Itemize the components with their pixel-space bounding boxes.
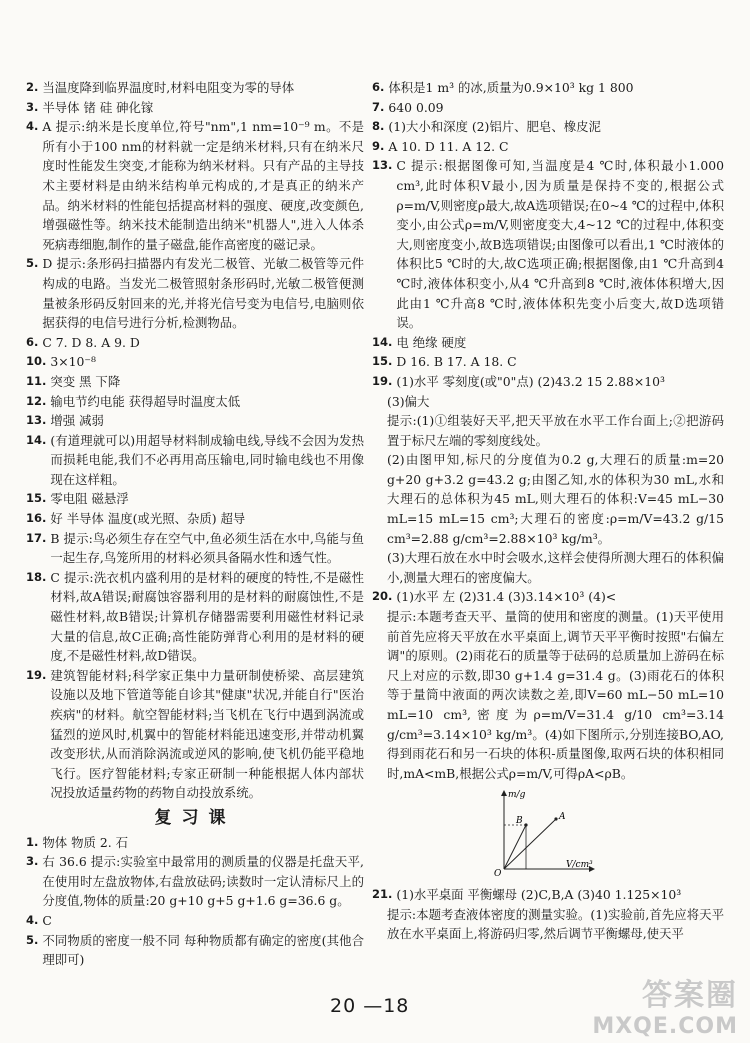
answer-text: (1)大小和深度 (2)铝片、肥皂、橡皮泥 — [388, 119, 601, 135]
answer-text: 建筑智能材料;科学家正集中力量研制使桥梁、高层建筑设施以及地下管道等能自诊其"健康"状况,并能自行"医治疾病"的材料。航空智能材料;当飞机在飞行中遇到涡流或猛烈的逆风时,机翼中的智能材料能迅速变形,并带动机翼改变形状,从而消除涡流或逆风的影响,使飞机仍能平稳地飞行。医疗智能材料;专家正研制一种能根据人体内部状况投放适量药物的药物自动投放系统。 — [50, 667, 364, 801]
answer-text: 电 绝缘 硬度 — [396, 334, 467, 350]
answer-item — [372, 156, 724, 332]
answer-text: 半导体 锗 硅 砷化镓 — [42, 99, 154, 115]
right-column — [372, 78, 724, 944]
answer-number: 11. — [26, 373, 47, 388]
answer-text: 640 0.09 — [388, 99, 444, 115]
answer-item — [26, 911, 364, 931]
mass-volume-graph — [490, 785, 724, 883]
answer-text: C 提示:根据图像可知,当温度是4 ℃时,体积最小1.000 cm³,此时体积V最小,因为质量是保持不变的,根据公式ρ=m/V,则密度ρ最大,故A选项错误;在0~4 ℃的过程中,体积变小,由公式ρ=m/V,则密度变大,4~12 ℃的过程中,体积变大,则密度变小,故B选项错误;由图像可以看出,1 ℃时液体的体积比5 ℃时的大,故C选项正确;根据图像,由1 ℃升高到4 ℃时,液体体积变小,从4 ℃升高到8 ℃时,液体体积增大,因此由1 ℃升高8 ℃时,液体体积先变小后变大,故D选项错误。 — [396, 158, 724, 331]
answer-number: 8. — [372, 119, 385, 134]
answer-text: 突变 黑 下降 — [50, 373, 121, 389]
answer-item — [372, 137, 724, 157]
answer-text: 增强 减弱 — [50, 413, 104, 429]
answer-continuation: (3)偏大 — [387, 393, 430, 409]
answer-text: (1)水平桌面 平衡螺母 (2)C,B,A (3)40 1.125×10³ — [396, 886, 682, 902]
answer-number: 18. — [26, 569, 47, 584]
graph-x-label: V/cm³ — [566, 860, 593, 871]
page-number: 20 —18 — [330, 995, 410, 1017]
answer-text: 好 半导体 温度(或光照、杂质) 超导 — [50, 511, 246, 527]
answer-number: 4. — [26, 912, 39, 927]
answer-number: 17. — [26, 530, 47, 545]
answer-item — [26, 392, 364, 412]
answer-item — [26, 509, 364, 529]
answer-item — [26, 568, 364, 666]
answer-item — [26, 98, 364, 118]
graph-point-b — [524, 824, 527, 827]
answer-text: B 提示:鸟必须生存在空气中,鱼必须生活在水中,鸟能与鱼一起生存,鸟笼所用的材料必须具备隔水性和透气性。 — [50, 530, 364, 566]
answer-item — [26, 372, 364, 392]
answer-item — [372, 333, 724, 353]
answer-text: C — [42, 912, 52, 928]
answer-item — [26, 833, 364, 853]
answer-text: 零电阻 磁悬浮 — [50, 491, 129, 507]
answer-number: 21. — [372, 886, 393, 901]
answer-text: D 16. B 17. A 18. C — [396, 354, 517, 370]
answer-item — [26, 431, 364, 490]
answer-item — [26, 254, 364, 332]
answer-text: 右 36.6 提示:实验室中最常用的测质量的仪器是托盘天平,在使用时左盘放物体,右盘放砝码;读数时一定认清标尺上的分度值,物体的质量:20 g+10 g+5 g+1.6 g=36.6 g。 — [42, 854, 364, 909]
section-heading: 复习课 — [154, 807, 236, 828]
answer-text: 不同物质的密度一般不同 每种物质都有确定的密度(其他合理即可) — [42, 932, 364, 968]
answer-item — [26, 529, 364, 568]
answer-number: 19. — [372, 373, 393, 388]
answer-item — [372, 98, 724, 118]
answer-item — [26, 931, 364, 970]
answer-number: 3. — [26, 99, 39, 114]
answer-number: 1. — [26, 834, 39, 849]
answer-number: 15. — [26, 491, 47, 506]
answer-item — [26, 489, 364, 509]
answer-text: D 提示:条形码扫描器内有发光二极管、光敏二极管等元件构成的电路。当发光二极管照射条形码时,光敏二极管便测量被条形码反射回来的光,并将光信号变为电信号,电脑则依据获得的电信号进行分析,检测物品。 — [42, 256, 364, 331]
answer-item — [372, 117, 724, 137]
answer-number: 19. — [26, 667, 47, 682]
answer-continuation: (2)由图甲知,标尺的分度值为0.2 g,大理石的质量:m=20 g+20 g+3.2 g=43.2 g;由图乙知,水的体积为30 mL,水和大理石的总体积为45 mL,则大理石的体积:V=45 mL−30 mL=15 mL=15 cm³;大理石的密度:ρ=m/V=43.2 g/15 cm³=2.88 g/cm³=2.88×10³ kg/m³。 — [387, 452, 724, 546]
answer-item — [26, 411, 364, 431]
answer-number: 16. — [26, 511, 47, 526]
answer-text: 当温度降到临界温度时,材料电阻变为零的导体 — [42, 80, 295, 95]
answer-number: 13. — [372, 158, 393, 173]
answer-continuation: 提示:本题考查天平、量筒的使用和密度的测量。(1)天平使用前首先应将天平放在水平桌面上,调节天平平衡时按照"右偏左调"的原则。(2)雨花石的质量等于砝码的总质量加上游码在标尺上对应的示数,即30 g+1.4 g=31.4 g。(3)雨花石的体积等于量筒中液面的两次读数之差,即V=60 mL−50 mL=10 mL=10 cm³,密度为ρ=m/V=31.4 g/10 cm³=3.14 g/cm³=3.14×10³ kg/m³。(4)如下图所示,分别连接BO,AO,得到雨花石和另一石块的体积-质量图像,取两石块的体积相同时,mA<mB,根据公式ρ=m/V,可得ρA<ρB。 — [387, 609, 724, 781]
answer-continuation: 提示:(1)①组装好天平,把天平放在水平工作台面上;②把游码置于标尺左端的零刻度线处。 — [387, 413, 724, 448]
answer-continuation: 提示:本题考查液体密度的测量实验。(1)实验前,首先应将天平放在水平桌面上,将游码归零,然后调节平衡螺母,使天平 — [387, 906, 724, 942]
graph-point-a — [554, 818, 557, 821]
answer-text: 3×10⁻⁸ — [50, 354, 96, 370]
graph-point-b-label: B — [516, 816, 523, 827]
graph-origin-label: O — [494, 869, 502, 878]
answer-item — [26, 78, 364, 98]
answer-number: 9. — [372, 138, 385, 153]
answer-item — [26, 117, 364, 254]
answer-item — [26, 852, 364, 911]
answer-number: 7. — [372, 99, 385, 114]
graph-line-b — [504, 825, 526, 869]
answer-number: 5. — [26, 256, 39, 271]
answer-number: 20. — [372, 589, 393, 604]
answer-item — [26, 666, 364, 803]
answer-number: 6. — [372, 80, 385, 94]
answer-number: 2. — [26, 80, 39, 94]
answer-continuation: (3)大理石放在水中时会吸水,这样会使得所测大理石的体积偏小,测量大理石的密度偏大。 — [387, 550, 724, 585]
answer-item — [26, 352, 364, 372]
answer-number: 4. — [26, 119, 39, 134]
graph-line-a — [504, 819, 556, 869]
answer-number: 14. — [372, 334, 393, 349]
answer-item — [372, 78, 724, 98]
answer-item — [372, 885, 724, 905]
graph-y-label: m/g — [508, 790, 526, 801]
answer-text: 物体 物质 2. 石 — [42, 834, 128, 850]
answer-number: 6. — [26, 334, 39, 349]
answer-text: A 10. D 11. A 12. C — [388, 138, 509, 154]
answer-text: C 提示:洗衣机内盛利用的是材料的硬度的特性,不是磁性材料,故A错误;耐腐蚀容器利用的是材料的耐腐蚀性,不是磁性材料,故B错误;计算机存储器需要利用磁性材料记录大量的信息,故C正确;高性能防弹背心利用的是材料的硬度,不是磁性材料,故D错误。 — [50, 569, 364, 664]
answer-text: A 提示:纳米是长度单位,符号"nm",1 nm=10⁻⁹ m。不是所有小于100 nm的材料就一定是纳米材料,只有在纳米尺度时性能发生突变,才能称为纳米材料。只有产品的主导技术主要材料是由纳米结构单元构成的,才是真正的纳米产品。纳米材料的性能包括提高材料的强度、硬度,改变颜色,增强磁性等。纳米技术能制造出纳米"机器人",进入人体杀死病毒细胞,制作的量子磁盘,能作高密度的磁记录。 — [42, 119, 364, 252]
answer-text: 输电节约电能 获得超导时温度太低 — [50, 393, 241, 409]
answer-number: 14. — [26, 432, 47, 447]
answer-item — [372, 372, 724, 392]
answer-number: 3. — [26, 854, 39, 869]
answer-item — [372, 352, 724, 372]
left-column — [26, 78, 364, 970]
answer-number: 5. — [26, 932, 39, 947]
answer-number: 15. — [372, 354, 393, 369]
watermark-brand: 答案圈 — [642, 978, 738, 1013]
answer-number: 13. — [26, 413, 47, 428]
answer-text: (1)水平 左 (2)31.4 (3)3.14×10³ (4)< — [396, 589, 617, 605]
answer-number: 12. — [26, 393, 47, 408]
answer-item — [26, 333, 364, 353]
graph-point-a-label: A — [559, 812, 566, 823]
answer-text: 体积是1 m³ 的冰,质量为0.9×10³ kg 1 800 — [388, 80, 634, 95]
watermark-url: MXQE.COM — [592, 1014, 738, 1039]
answer-text: (1)水平 零刻度(或"0"点) (2)43.2 15 2.88×10³ — [396, 373, 665, 389]
answer-item — [372, 587, 724, 607]
answer-text: (有道理就可以)用超导材料制成输电线,导线不会因为发热而损耗电能,我们不必再用高压输电,同时输电线也不用像现在这样粗。 — [50, 432, 364, 487]
answer-text: C 7. D 8. A 9. D — [42, 334, 140, 350]
answer-number: 10. — [26, 354, 47, 369]
watermark — [592, 970, 738, 1039]
